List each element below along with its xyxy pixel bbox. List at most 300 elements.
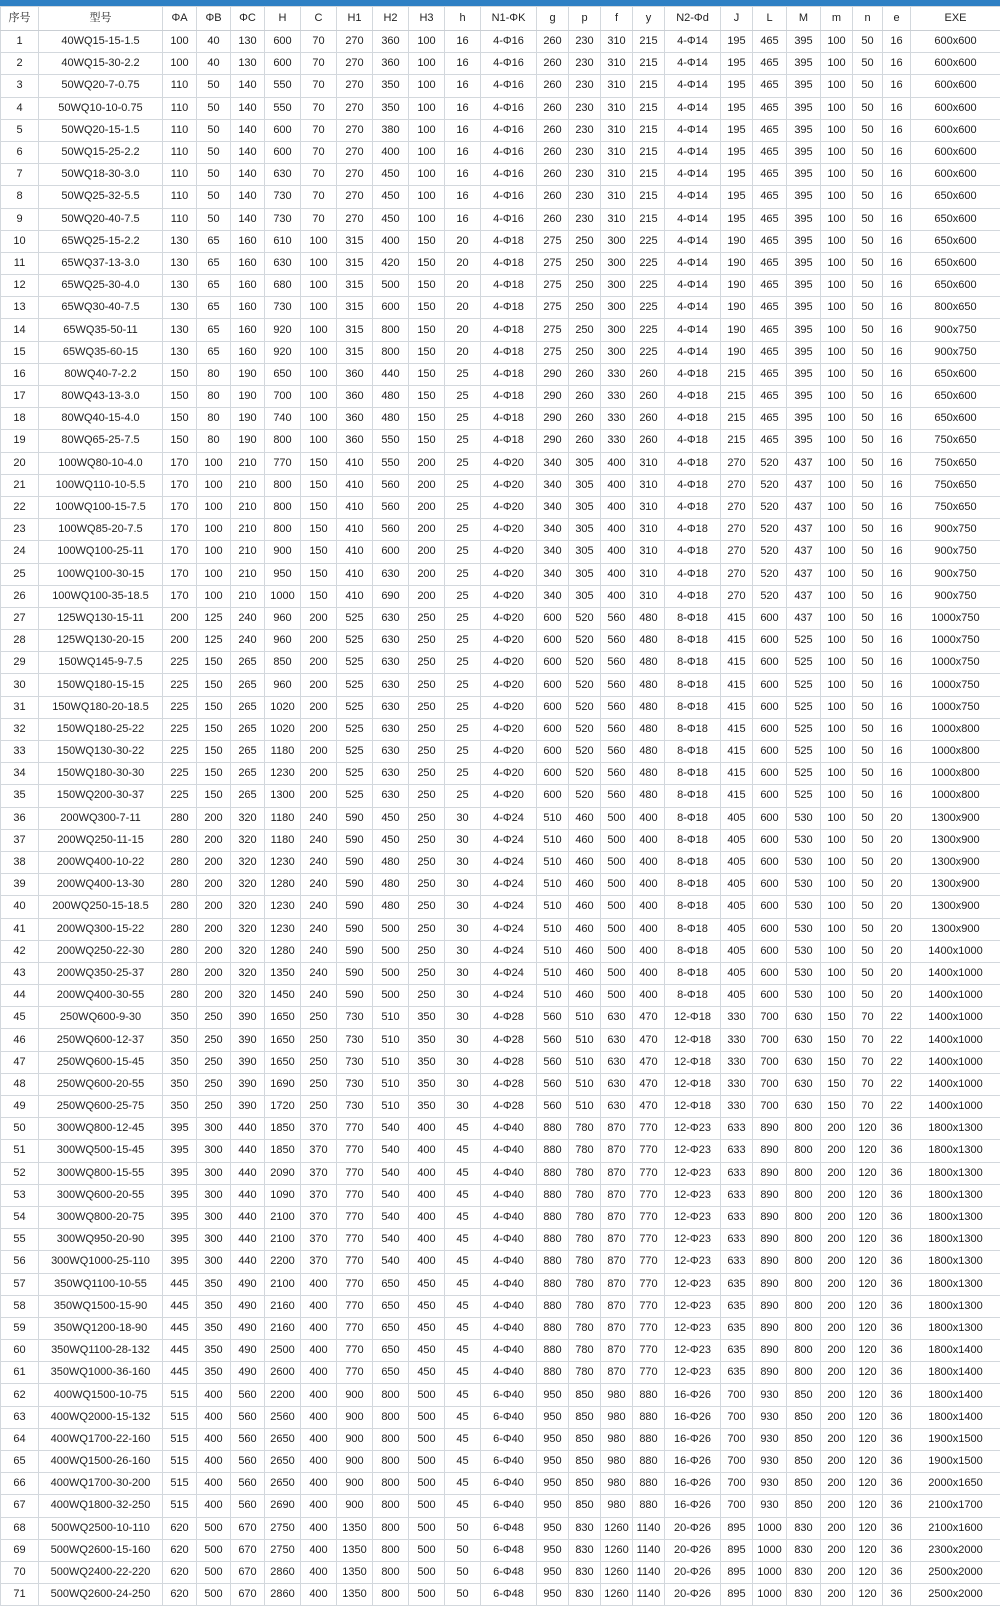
table-cell: 400 xyxy=(633,896,665,918)
table-cell: 16 xyxy=(883,696,911,718)
table-cell: 400 xyxy=(633,918,665,940)
table-cell: 440 xyxy=(231,1251,265,1273)
table-row xyxy=(1,918,1000,940)
table-cell: 4-Φ40 xyxy=(481,1362,537,1384)
table-cell: 550 xyxy=(265,75,301,97)
table-cell: 350WQ1100-10-55 xyxy=(39,1273,163,1295)
table-cell: 500 xyxy=(197,1517,231,1539)
table-cell: 930 xyxy=(753,1406,787,1428)
table-cell: 830 xyxy=(787,1539,821,1561)
table-cell: 400 xyxy=(301,1384,337,1406)
table-cell: 100 xyxy=(409,186,445,208)
table-cell: 30 xyxy=(1,674,39,696)
table-cell: 45 xyxy=(445,1206,481,1228)
table-cell: 395 xyxy=(787,164,821,186)
table-cell: 45 xyxy=(445,1295,481,1317)
table-cell: 100 xyxy=(197,563,231,585)
table-cell: 100 xyxy=(821,896,853,918)
table-cell: 65 xyxy=(197,252,231,274)
table-cell: 770 xyxy=(633,1140,665,1162)
table-cell: 400 xyxy=(301,1317,337,1339)
table-cell: 395 xyxy=(787,141,821,163)
table-cell: 880 xyxy=(537,1362,569,1384)
table-cell: 100 xyxy=(821,807,853,829)
table-cell: 71 xyxy=(1,1584,39,1606)
table-cell: 250 xyxy=(569,341,601,363)
table-cell: 850 xyxy=(265,652,301,674)
table-cell: 1400x1000 xyxy=(911,1096,1000,1118)
table-cell: 250WQ600-12-37 xyxy=(39,1029,163,1051)
table-cell: 630 xyxy=(787,1073,821,1095)
table-cell: 2750 xyxy=(265,1517,301,1539)
table-cell: 70 xyxy=(301,208,337,230)
table-cell: 780 xyxy=(569,1184,601,1206)
table-cell: 200 xyxy=(821,1539,853,1561)
table-cell: 350 xyxy=(163,1096,197,1118)
table-row xyxy=(1,563,1000,585)
table-cell: 560 xyxy=(231,1451,265,1473)
table-cell: 320 xyxy=(231,940,265,962)
table-row xyxy=(1,363,1000,385)
table-cell: 49 xyxy=(1,1096,39,1118)
table-cell: 200 xyxy=(821,1295,853,1317)
table-cell: 500 xyxy=(409,1517,445,1539)
table-cell: 400 xyxy=(409,1118,445,1140)
table-cell: 300 xyxy=(197,1162,231,1184)
table-cell: 730 xyxy=(265,186,301,208)
table-cell: 1800x1300 xyxy=(911,1118,1000,1140)
table-cell: 633 xyxy=(721,1140,753,1162)
table-cell: 2560 xyxy=(265,1406,301,1428)
table-cell: 50WQ20-15-1.5 xyxy=(39,119,163,141)
table-cell: 395 xyxy=(787,252,821,274)
table-cell: 275 xyxy=(537,275,569,297)
table-cell: 150WQ180-20-18.5 xyxy=(39,696,163,718)
table-cell: 45 xyxy=(445,1362,481,1384)
table-cell: 4-Φ18 xyxy=(665,474,721,496)
table-cell: 520 xyxy=(753,585,787,607)
table-row xyxy=(1,31,1000,53)
table-cell: 270 xyxy=(337,53,373,75)
table-cell: 1280 xyxy=(265,874,301,896)
table-cell: 110 xyxy=(163,208,197,230)
table-cell: 150 xyxy=(197,696,231,718)
table-cell: 1000 xyxy=(265,585,301,607)
table-cell: 200 xyxy=(821,1451,853,1473)
table-cell: 160 xyxy=(231,341,265,363)
table-cell: 250 xyxy=(409,918,445,940)
table-cell: 130 xyxy=(231,53,265,75)
table-cell: 320 xyxy=(231,807,265,829)
table-cell: 260 xyxy=(633,430,665,452)
table-cell: 395 xyxy=(787,186,821,208)
table-cell: 70 xyxy=(301,186,337,208)
table-cell: 500 xyxy=(409,1495,445,1517)
table-cell: 880 xyxy=(633,1406,665,1428)
table-cell: 650x600 xyxy=(911,230,1000,252)
table-cell: 150 xyxy=(163,363,197,385)
table-cell: 290 xyxy=(537,408,569,430)
table-cell: 340 xyxy=(537,474,569,496)
table-cell: 305 xyxy=(569,474,601,496)
table-row xyxy=(1,275,1000,297)
table-cell: 400 xyxy=(301,1451,337,1473)
table-cell: 100 xyxy=(821,53,853,75)
table-cell: 2100 xyxy=(265,1206,301,1228)
table-cell: 850 xyxy=(787,1473,821,1495)
table-cell: 270 xyxy=(337,164,373,186)
table-cell: 300 xyxy=(197,1118,231,1140)
table-cell: 880 xyxy=(633,1384,665,1406)
table-cell: 22 xyxy=(883,1007,911,1029)
table-cell: 930 xyxy=(753,1495,787,1517)
table-cell: 200 xyxy=(197,962,231,984)
table-cell: 400 xyxy=(633,962,665,984)
table-cell: 830 xyxy=(787,1517,821,1539)
table-cell: 870 xyxy=(601,1118,633,1140)
table-cell: 2860 xyxy=(265,1561,301,1583)
table-cell: 1000x800 xyxy=(911,763,1000,785)
table-cell: 45 xyxy=(445,1140,481,1162)
table-cell: 350 xyxy=(373,97,409,119)
table-cell: 770 xyxy=(337,1140,373,1162)
table-cell: 470 xyxy=(633,1073,665,1095)
table-cell: 310 xyxy=(601,208,633,230)
table-cell: 36 xyxy=(883,1584,911,1606)
table-cell: 400 xyxy=(409,1229,445,1251)
table-cell: 100 xyxy=(409,141,445,163)
table-cell: 630 xyxy=(601,1073,633,1095)
table-cell: 500 xyxy=(409,1473,445,1495)
table-cell: 12-Φ23 xyxy=(665,1295,721,1317)
table-cell: 315 xyxy=(337,252,373,274)
table-cell: 800 xyxy=(265,430,301,452)
table-cell: 895 xyxy=(721,1539,753,1561)
table-cell: 100 xyxy=(821,275,853,297)
table-cell: 650x600 xyxy=(911,186,1000,208)
table-cell: 770 xyxy=(633,1184,665,1206)
table-cell: 150WQ200-30-37 xyxy=(39,785,163,807)
table-cell: 25 xyxy=(445,386,481,408)
table-cell: 460 xyxy=(569,896,601,918)
table-cell: 515 xyxy=(163,1384,197,1406)
table-cell: 26 xyxy=(1,585,39,607)
table-cell: 540 xyxy=(373,1118,409,1140)
table-cell: 16 xyxy=(883,319,911,341)
table-cell: 16 xyxy=(883,164,911,186)
table-cell: 1350 xyxy=(337,1539,373,1561)
table-cell: 800 xyxy=(787,1251,821,1273)
column-header: n xyxy=(853,7,883,31)
table-cell: 210 xyxy=(231,474,265,496)
table-cell: 520 xyxy=(569,630,601,652)
table-cell: 350WQ1100-28-132 xyxy=(39,1340,163,1362)
table-cell: 630 xyxy=(787,1029,821,1051)
table-cell: 310 xyxy=(601,119,633,141)
table-cell: 230 xyxy=(569,97,601,119)
table-cell: 250 xyxy=(197,1051,231,1073)
table-cell: 520 xyxy=(569,718,601,740)
column-header: H xyxy=(265,7,301,31)
table-cell: 890 xyxy=(753,1295,787,1317)
table-cell: 50 xyxy=(853,741,883,763)
table-cell: 8-Φ18 xyxy=(665,962,721,984)
table-cell: 460 xyxy=(569,851,601,873)
table-cell: 560 xyxy=(601,741,633,763)
table-cell: 500 xyxy=(197,1561,231,1583)
table-cell: 4-Φ40 xyxy=(481,1251,537,1273)
table-cell: 16 xyxy=(883,585,911,607)
table-cell: 140 xyxy=(231,119,265,141)
table-cell: 225 xyxy=(163,763,197,785)
table-cell: 895 xyxy=(721,1561,753,1583)
table-cell: 590 xyxy=(337,874,373,896)
table-cell: 2600 xyxy=(265,1362,301,1384)
table-cell: 190 xyxy=(721,252,753,274)
table-cell: 900 xyxy=(337,1384,373,1406)
table-cell: 360 xyxy=(337,408,373,430)
table-cell: 4-Φ20 xyxy=(481,607,537,629)
table-cell: 600 xyxy=(537,674,569,696)
table-cell: 525 xyxy=(787,741,821,763)
table-cell: 500 xyxy=(601,874,633,896)
table-cell: 65WQ37-13-3.0 xyxy=(39,252,163,274)
table-cell: 520 xyxy=(569,741,601,763)
table-cell: 24 xyxy=(1,541,39,563)
table-cell: 120 xyxy=(853,1362,883,1384)
table-cell: 250 xyxy=(301,1029,337,1051)
table-cell: 80WQ40-7-2.2 xyxy=(39,363,163,385)
table-cell: 500 xyxy=(409,1384,445,1406)
table-cell: 633 xyxy=(721,1206,753,1228)
table-cell: 890 xyxy=(753,1206,787,1228)
table-cell: 480 xyxy=(633,741,665,763)
table-cell: 12-Φ23 xyxy=(665,1340,721,1362)
table-cell: 215 xyxy=(721,363,753,385)
table-cell: 460 xyxy=(569,962,601,984)
table-cell: 4-Φ14 xyxy=(665,230,721,252)
table-cell: 405 xyxy=(721,851,753,873)
table-cell: 9 xyxy=(1,208,39,230)
table-cell: 140 xyxy=(231,186,265,208)
table-cell: 100 xyxy=(821,386,853,408)
table-cell: 310 xyxy=(633,452,665,474)
table-cell: 450 xyxy=(373,186,409,208)
table-cell: 515 xyxy=(163,1495,197,1517)
table-cell: 900x750 xyxy=(911,341,1000,363)
table-cell: 620 xyxy=(163,1517,197,1539)
table-cell: 1000x750 xyxy=(911,630,1000,652)
table-cell: 4-Φ18 xyxy=(665,519,721,541)
table-cell: 36 xyxy=(883,1473,911,1495)
table-cell: 540 xyxy=(373,1229,409,1251)
table-cell: 2300x2000 xyxy=(911,1539,1000,1561)
table-cell: 4-Φ24 xyxy=(481,896,537,918)
table-cell: 27 xyxy=(1,607,39,629)
table-cell: 40 xyxy=(197,53,231,75)
table-cell: 100 xyxy=(821,252,853,274)
table-cell: 1140 xyxy=(633,1517,665,1539)
table-cell: 770 xyxy=(337,1295,373,1317)
table-cell: 215 xyxy=(633,97,665,119)
table-row xyxy=(1,474,1000,496)
table-cell: 100WQ80-10-4.0 xyxy=(39,452,163,474)
table-cell: 67 xyxy=(1,1495,39,1517)
table-cell: 600 xyxy=(753,674,787,696)
table-cell: 340 xyxy=(537,563,569,585)
table-cell: 150 xyxy=(409,319,445,341)
table-cell: 310 xyxy=(633,563,665,585)
table-cell: 120 xyxy=(853,1473,883,1495)
table-cell: 120 xyxy=(853,1539,883,1561)
table-cell: 465 xyxy=(753,186,787,208)
table-cell: 930 xyxy=(753,1428,787,1450)
table-cell: 30 xyxy=(445,1096,481,1118)
table-cell: 1000x800 xyxy=(911,718,1000,740)
table-cell: 890 xyxy=(753,1184,787,1206)
table-cell: 140 xyxy=(231,97,265,119)
table-row xyxy=(1,1073,1000,1095)
table-cell: 5 xyxy=(1,119,39,141)
table-cell: 465 xyxy=(753,53,787,75)
table-cell: 560 xyxy=(231,1473,265,1495)
table-cell: 490 xyxy=(231,1273,265,1295)
table-cell: 16 xyxy=(883,452,911,474)
table-row xyxy=(1,1206,1000,1228)
table-cell: 16 xyxy=(883,741,911,763)
table-cell: 150 xyxy=(197,718,231,740)
table-cell: 895 xyxy=(721,1517,753,1539)
table-cell: 525 xyxy=(787,785,821,807)
table-row xyxy=(1,851,1000,873)
table-cell: 400WQ2000-15-132 xyxy=(39,1406,163,1428)
table-cell: 50 xyxy=(1,1118,39,1140)
table-cell: 4-Φ40 xyxy=(481,1162,537,1184)
table-cell: 1300 xyxy=(265,785,301,807)
table-cell: 1260 xyxy=(601,1517,633,1539)
table-cell: 200WQ250-11-15 xyxy=(39,829,163,851)
table-cell: 1350 xyxy=(337,1561,373,1583)
table-cell: 195 xyxy=(721,75,753,97)
table-cell: 120 xyxy=(853,1251,883,1273)
table-cell: 50 xyxy=(445,1517,481,1539)
table-cell: 36 xyxy=(883,1206,911,1228)
table-cell: 20 xyxy=(883,985,911,1007)
table-cell: 730 xyxy=(337,1029,373,1051)
table-cell: 730 xyxy=(265,208,301,230)
table-cell: 48 xyxy=(1,1073,39,1095)
column-header: ΦC xyxy=(231,7,265,31)
table-cell: 770 xyxy=(337,1184,373,1206)
table-row xyxy=(1,962,1000,984)
table-cell: 340 xyxy=(537,519,569,541)
table-cell: 110 xyxy=(163,164,197,186)
table-cell: 4-Φ18 xyxy=(665,541,721,563)
table-cell: 65 xyxy=(1,1451,39,1473)
table-cell: 1230 xyxy=(265,896,301,918)
table-cell: 200 xyxy=(821,1517,853,1539)
table-cell: 2500 xyxy=(265,1340,301,1362)
table-row xyxy=(1,1584,1000,1606)
table-row xyxy=(1,496,1000,518)
table-cell: 270 xyxy=(337,97,373,119)
table-cell: 195 xyxy=(721,186,753,208)
table-cell: 25 xyxy=(445,607,481,629)
table-cell: 630 xyxy=(373,696,409,718)
table-cell: 400 xyxy=(409,1251,445,1273)
table-cell: 250 xyxy=(409,874,445,896)
table-cell: 150 xyxy=(163,430,197,452)
table-row xyxy=(1,230,1000,252)
table-cell: 4-Φ40 xyxy=(481,1317,537,1339)
table-cell: 200 xyxy=(301,785,337,807)
table-cell: 12-Φ23 xyxy=(665,1206,721,1228)
table-cell: 395 xyxy=(787,97,821,119)
table-cell: 36 xyxy=(883,1495,911,1517)
table-cell: 780 xyxy=(569,1273,601,1295)
table-cell: 400 xyxy=(601,474,633,496)
table-cell: 65WQ25-30-4.0 xyxy=(39,275,163,297)
table-cell: 240 xyxy=(301,807,337,829)
table-cell: 200 xyxy=(821,1229,853,1251)
table-cell: 560 xyxy=(537,1073,569,1095)
table-cell: 330 xyxy=(601,386,633,408)
table-cell: 880 xyxy=(633,1495,665,1517)
table-cell: 600 xyxy=(753,896,787,918)
table-cell: 16-Φ26 xyxy=(665,1406,721,1428)
table-cell: 490 xyxy=(231,1295,265,1317)
table-cell: 360 xyxy=(337,363,373,385)
table-cell: 50 xyxy=(853,319,883,341)
table-cell: 400WQ1500-10-75 xyxy=(39,1384,163,1406)
table-cell: 600 xyxy=(537,763,569,785)
table-cell: 500 xyxy=(409,1539,445,1561)
table-cell: 150WQ130-30-22 xyxy=(39,741,163,763)
table-cell: 50WQ20-7-0.75 xyxy=(39,75,163,97)
table-cell: 800 xyxy=(373,1473,409,1495)
table-cell: 260 xyxy=(633,408,665,430)
table-cell: 600 xyxy=(753,696,787,718)
table-cell: 25 xyxy=(445,741,481,763)
table-cell: 1000x750 xyxy=(911,652,1000,674)
table-cell: 380 xyxy=(373,119,409,141)
table-cell: 770 xyxy=(337,1317,373,1339)
table-cell: 340 xyxy=(537,452,569,474)
table-row xyxy=(1,1273,1000,1295)
table-cell: 150 xyxy=(821,1096,853,1118)
table-cell: 40WQ15-15-1.5 xyxy=(39,31,163,53)
table-cell: 50 xyxy=(853,541,883,563)
table-cell: 525 xyxy=(787,696,821,718)
table-cell: 200 xyxy=(163,607,197,629)
table-cell: 65 xyxy=(197,341,231,363)
table-cell: 590 xyxy=(337,807,373,829)
table-cell: 800 xyxy=(787,1206,821,1228)
table-cell: 170 xyxy=(163,474,197,496)
table-cell: 16-Φ26 xyxy=(665,1384,721,1406)
table-cell: 8-Φ18 xyxy=(665,741,721,763)
table-cell: 305 xyxy=(569,585,601,607)
table-cell: 50 xyxy=(853,630,883,652)
table-cell: 770 xyxy=(633,1206,665,1228)
table-cell: 275 xyxy=(537,252,569,274)
table-cell: 850 xyxy=(569,1451,601,1473)
table-cell: 350 xyxy=(409,1029,445,1051)
table-cell: 500 xyxy=(409,1584,445,1606)
table-cell: 50 xyxy=(853,341,883,363)
table-cell: 125 xyxy=(197,630,231,652)
table-cell: 600 xyxy=(265,31,301,53)
